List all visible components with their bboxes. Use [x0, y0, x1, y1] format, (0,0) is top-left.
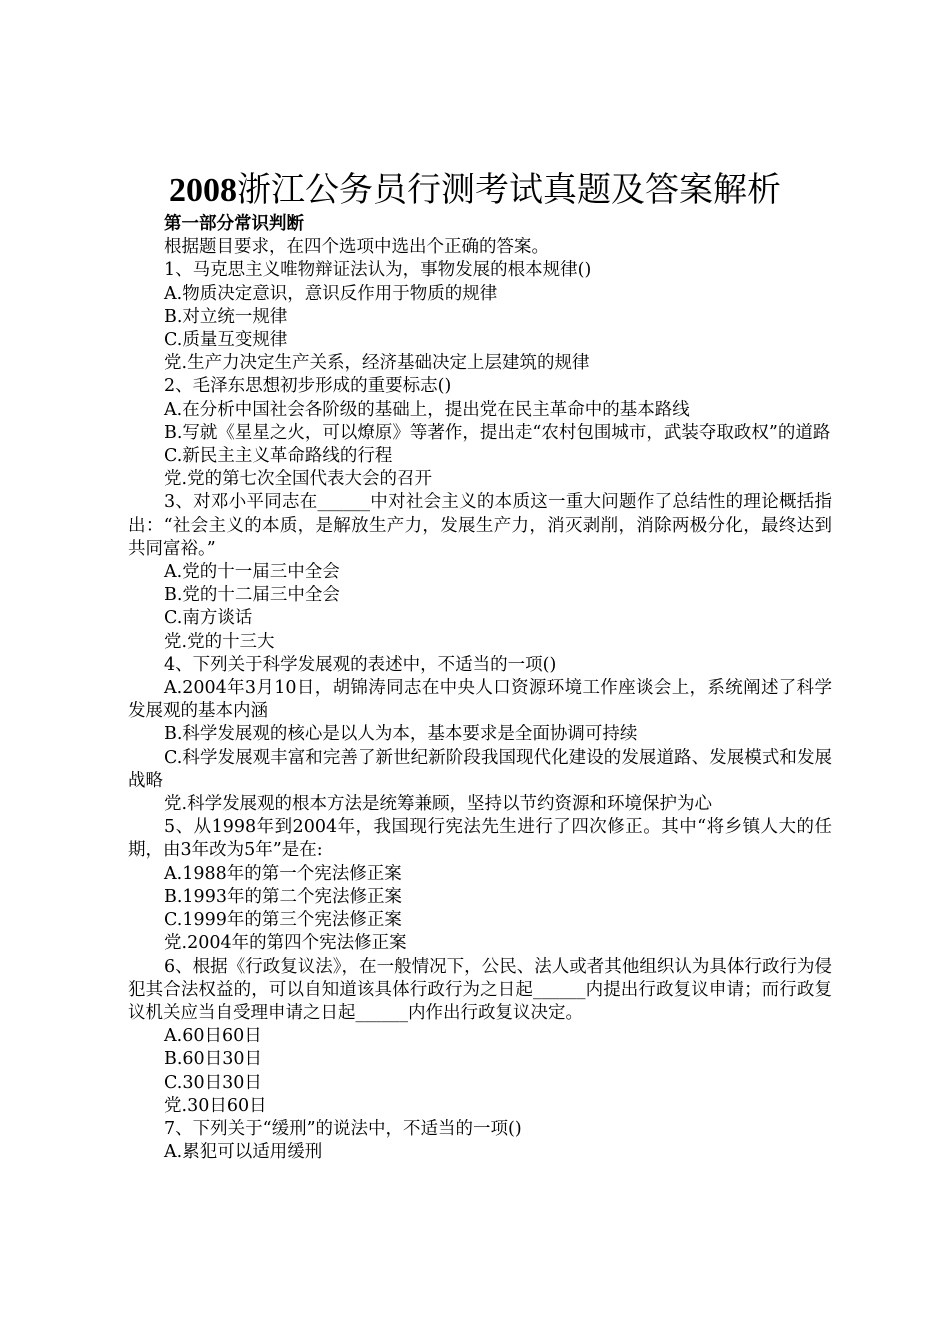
question-5-option-a: A.1988年的第一个宪法修正案 — [164, 863, 402, 884]
instruction-text: 根据题目要求，在四个选项中选出个正确的答案。 — [164, 237, 549, 258]
question-1-option-b: B.对立统一规律 — [164, 306, 288, 327]
question-2-option-a: A.在分析中国社会各阶级的基础上，提出党在民主革命中的基本路线 — [164, 399, 690, 420]
question-3-option-c: C.南方谈话 — [164, 608, 253, 629]
question-2-option-c: C.新民主主义革命路线的行程 — [164, 446, 393, 467]
question-2-option-d: 党.党的第七次全国代表大会的召开 — [164, 469, 433, 490]
question-6-option-c: C.30日30日 — [164, 1072, 262, 1093]
question-3: 3、对邓小平同志在______中对社会主义的本质这一重大问题作了总结性的理论概括指出：“社会主义的本质，是解放生产力，发展生产力，消灭剥削，消除两极分化，最终达到共同富裕。” — [128, 492, 832, 559]
question-1-option-d: 党.生产力决定生产关系，经济基础决定上层建筑的规律 — [164, 353, 590, 374]
question-6-option-d: 党.30日60日 — [164, 1095, 267, 1116]
question-6-option-b: B.60日30日 — [164, 1049, 262, 1070]
question-4-option-a: A.2004年3月10日，胡锦涛同志在中央人口资源环境工作座谈会上，系统阐述了科学发展观的基本内涵 — [128, 678, 832, 722]
question-4: 4、下列关于科学发展观的表述中，不适当的一项() — [164, 654, 557, 675]
question-4-option-d: 党.科学发展观的根本方法是统筹兼顾，坚持以节约资源和环境保护为心 — [164, 794, 713, 815]
question-6: 6、根据《行政复议法》，在一般情况下，公民、法人或者其他组织认为具体行政行为侵犯其合法权益的，可以自知道该具体行政行为之日起______内提出行政复议申请；而行政复议机关应当自受理申请之日起______内作出行政复议决定。 — [128, 956, 832, 1023]
question-5-option-c: C.1999年的第三个宪法修正案 — [164, 910, 402, 931]
question-2: 2、毛泽东思想初步形成的重要标志() — [164, 376, 452, 397]
document-title — [0, 166, 950, 215]
question-3-option-d: 党.党的十三大 — [164, 631, 275, 652]
title-text: 浙江公务员行测考试真题及答案解析 — [237, 170, 781, 210]
section-heading: 第一部分常识判断 — [164, 214, 304, 234]
question-4-option-c: C.科学发展观丰富和完善了新世纪新阶段我国现代化建设的发展道路、发展模式和发展战略 — [128, 747, 832, 791]
title-year: 2008 — [169, 172, 237, 209]
question-2-option-b: B.写就《星星之火，可以燎原》等著作，提出走“农村包围城市，武装夺取政权”的道路 — [164, 422, 831, 443]
question-1-option-c: C.质量互变规律 — [164, 330, 288, 351]
question-4-option-b: B.科学发展观的核心是以人为本，基本要求是全面协调可持续 — [164, 724, 638, 745]
question-1: 1、马克思主义唯物辩证法认为，事物发展的根本规律() — [164, 260, 592, 281]
question-3-option-b: B.党的十二届三中全会 — [164, 585, 340, 606]
question-5-option-d: 党.2004年的第四个宪法修正案 — [164, 933, 407, 954]
question-5-option-b: B.1993年的第二个宪法修正案 — [164, 886, 402, 907]
question-1-option-a: A.物质决定意识，意识反作用于物质的规律 — [164, 283, 498, 304]
question-7-option-a: A.累犯可以适用缓刑 — [164, 1142, 323, 1163]
question-7: 7、下列关于“缓刑”的说法中，不适当的一项() — [164, 1118, 522, 1139]
question-6-option-a: A.60日60日 — [164, 1026, 262, 1047]
question-5: 5、从1998年到2004年，我国现行宪法先生进行了四次修正。其中“将乡镇人大的任期，由3年改为5年”是在: — [128, 817, 832, 861]
document-body — [128, 213, 832, 1164]
question-3-option-a: A.党的十一届三中全会 — [164, 562, 340, 583]
